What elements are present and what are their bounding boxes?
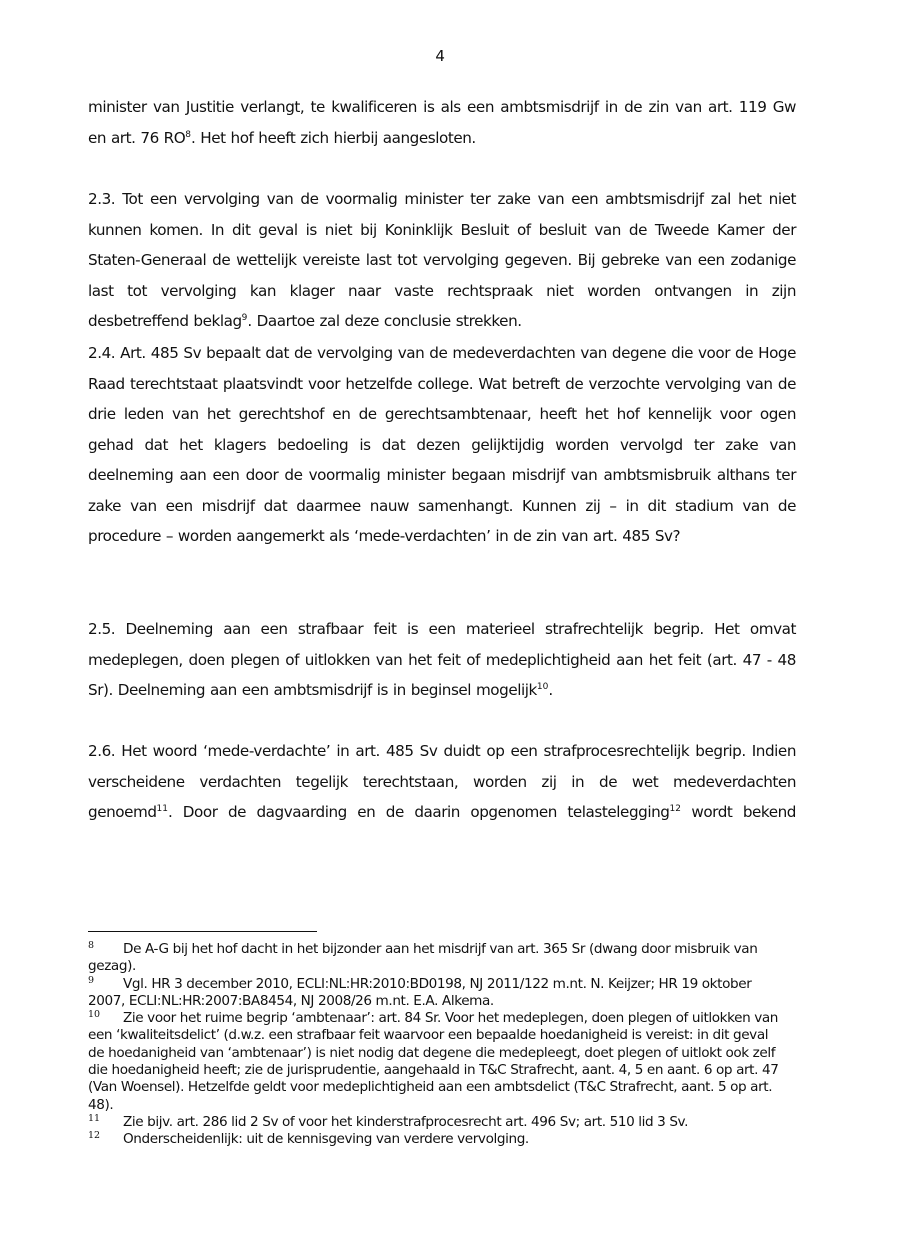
body-text — [88, 614, 796, 706]
paragraph-2-6 — [88, 736, 796, 828]
paragraph-text: minister van Justitie verlangt, te kwalificeren is als een ambtsmisdrijf in de zin van art. 119 Gw en art. 76 RO — [88, 98, 796, 147]
paragraph-text: 2.5. Deelneming aan een strafbaar feit is een materieel strafrechtelijk begrip. Het omvat medeplegen, doen plegen of uitlokken van het feit of medeplichtigheid aan het feit (art. 47 - 48 Sr). Deelneming aan een ambtsmisdrijf is in beginsel mogelijk — [88, 620, 796, 699]
footnote-12 — [88, 1131, 788, 1148]
footnote-number: 11 — [88, 1112, 101, 1124]
paragraph-text: . Het hof heeft zich hierbij aangesloten. — [191, 128, 476, 147]
paragraph-text: 2.6. Het woord ‘mede-verdachte’ in art. 485 Sv duidt op een strafprocesrechtelijk begrip. Indien verscheidene verdachten tegelijk terechtstaan, worden zij in de wet medeverdachten genoemd — [88, 742, 796, 821]
body-text — [88, 338, 796, 552]
paragraph-text: . — [548, 681, 553, 699]
paragraph-text: . Daartoe zal deze conclusie strekken. — [247, 312, 522, 330]
paragraph-text: 2.3. Tot een vervolging van de voormalig minister ter zake van een ambtsmisdrijf zal het niet kunnen komen. In dit geval is niet bij Koninklijk Besluit of besluit van de Tweede Kamer der Staten-Generaal de wettelijk vereiste last tot vervolging gegeven. Bij gebreke van een zodanige last tot vervolging kan klager naar vaste rechtspraak niet worden ontvangen in zijn desbetreffend beklag — [88, 190, 796, 330]
footnote-text: Vgl. HR 3 december 2010, ECLI:NL:HR:2010:BD0198, NJ 2011/122 m.nt. N. Keijzer; HR 19 oktober 2007, ECLI:NL:HR:2007:BA8454, NJ 2008/26 m.nt. E.A. Alkema. — [88, 975, 752, 1009]
footnote-number: 8 — [88, 940, 95, 951]
footnote-text: De A-G bij het hof dacht in het bijzonder aan het misdrijf van art. 365 Sr (dwang door misbruik van gezag). — [88, 941, 758, 975]
paragraph-2-4 — [88, 338, 796, 552]
body-text — [88, 736, 796, 828]
paragraph-text: 2.4. Art. 485 Sv bepaalt dat de vervolging van de medeverdachten van degene die voor de Hoge Raad terechtstaat plaatsvindt voor hetzelfde college. Wat betreft de verzochte vervolging van de drie leden van het gerechtshof en de gerechtsambtenaar, heeft het hof kennelijk voor ogen gehad dat het klagers bedoeling is dat dezen gelijktijdig worden vervolgd ter zake van deelneming aan een door de voormalig minister begaan misdrijf van ambtsmisbruik althans ter zake van een misdrijf dat daarmee nauw samenhangt. Kunnen zij – in dit stadium van de procedure – worden aangemerkt als ‘mede-verdachten’ in de zin van art. 485 Sv? — [88, 344, 796, 545]
footnote-ref-11[interactable]: 11 — [156, 804, 168, 814]
footnote-separator — [88, 931, 317, 932]
footnote-number: 12 — [88, 1130, 101, 1142]
footnote-8 — [88, 941, 788, 976]
footnote-ref-8[interactable]: 8 — [185, 129, 192, 140]
paragraph-2-3 — [88, 184, 796, 337]
footnote-9 — [88, 976, 788, 1011]
footnote-number: 10 — [88, 1009, 101, 1021]
paragraph-text: . Door de dagvaarding en de daarin opgenomen telastelegging — [167, 803, 670, 821]
footnote-ref-12[interactable]: 12 — [669, 804, 681, 814]
page-number: 4 — [435, 47, 445, 65]
paragraph-continuation — [88, 92, 796, 153]
footnote-10 — [88, 1010, 788, 1114]
body-text — [88, 184, 796, 337]
footnotes — [88, 941, 788, 1149]
footnote-text: Zie voor het ruime begrip ‘ambtenaar’: art. 84 Sr. Voor het medeplegen, doen plegen of uitlokken van een ‘kwaliteitsdelict’ (d.w.z. een strafbaar feit waarvoor een bepaalde hoedanigheid is vereist: in dit geval de hoedanigheid van ‘ambtenaar’) is niet nodig dat degene die medepleegt, doet plegen of uitlokt ook zelf die hoedanigheid heeft; zie de jurisprudentie, aangehaald in T&C Strafrecht, aant. 4, 5 en aant. 6 op art. 47 (Van Woensel). Hetzelfde geldt voor medeplichtigheid aan een ambtsdelict (T&C Strafrecht, aant. 5 op art. 48). — [88, 1010, 779, 1113]
footnote-number: 9 — [88, 974, 95, 986]
footnote-ref-10[interactable]: 10 — [536, 682, 549, 692]
footnote-text: Onderscheidenlijk: uit de kennisgeving van verdere vervolging. — [123, 1131, 529, 1148]
footnote-ref-9[interactable]: 9 — [241, 313, 248, 323]
paragraph-text: wordt bekend — [680, 803, 796, 821]
footnote-11 — [88, 1114, 788, 1131]
paragraph-2-5 — [88, 614, 796, 706]
footnote-text: Zie bijv. art. 286 lid 2 Sv of voor het kinderstrafprocesrecht art. 496 Sv; art. 510 lid 3 Sv. — [123, 1113, 689, 1130]
body-text — [88, 92, 796, 153]
